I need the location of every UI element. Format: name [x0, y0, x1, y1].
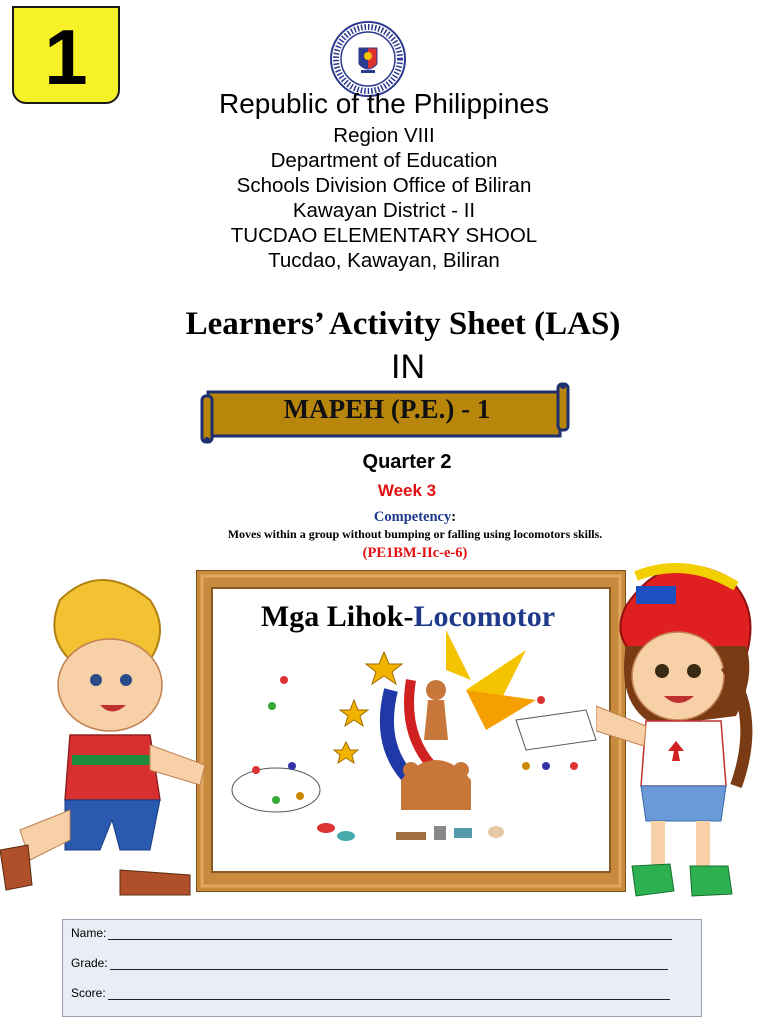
country-line: Republic of the Philippines	[219, 88, 549, 119]
department-line: Department of Education	[270, 149, 498, 172]
frame-title	[210, 600, 606, 634]
address-line: Tucdao, Kawayan, Biliran	[268, 249, 500, 272]
region-line: Region VIII	[333, 124, 435, 147]
deped-seal-icon	[329, 20, 407, 98]
competency-label: Competency	[373, 509, 452, 525]
document-title: Learners’ Activity Sheet (LAS)	[185, 306, 621, 342]
frame-title-part1: Mga Lihok-	[260, 600, 414, 633]
score-label: Score:	[71, 986, 106, 1000]
competency-text: Moves within a group without bumping or falling using locomotors skills.	[227, 527, 603, 541]
school-line: TUCDAO ELEMENTARY SHOOL	[230, 224, 538, 247]
grade-number: 1	[44, 13, 88, 101]
title-connector: IN	[391, 348, 425, 386]
frame-title-part2: Locomotor	[413, 600, 556, 633]
competency-colon: :	[451, 509, 457, 525]
boy-illustration	[0, 560, 210, 900]
subject-label: MAPEH (P.E.) - 1	[283, 394, 491, 424]
name-row	[71, 926, 672, 940]
score-row	[71, 986, 670, 1000]
division-line: Schools Division Office of Biliran	[236, 174, 532, 197]
week-label: Week 3	[377, 481, 437, 500]
grade-field[interactable]	[110, 957, 668, 970]
grade-label: Grade:	[71, 956, 108, 970]
score-field[interactable]	[108, 987, 670, 1000]
competency-heading	[0, 509, 768, 526]
grade-row	[71, 956, 668, 970]
district-line: Kawayan District - II	[292, 199, 476, 222]
girl-illustration	[596, 546, 768, 906]
name-label: Name:	[71, 926, 107, 940]
competency-code: (PE1BM-IIc-e-6)	[362, 545, 468, 561]
learner-info-form	[62, 919, 702, 1017]
quarter-label: Quarter 2	[362, 451, 452, 473]
name-field[interactable]	[108, 927, 672, 940]
